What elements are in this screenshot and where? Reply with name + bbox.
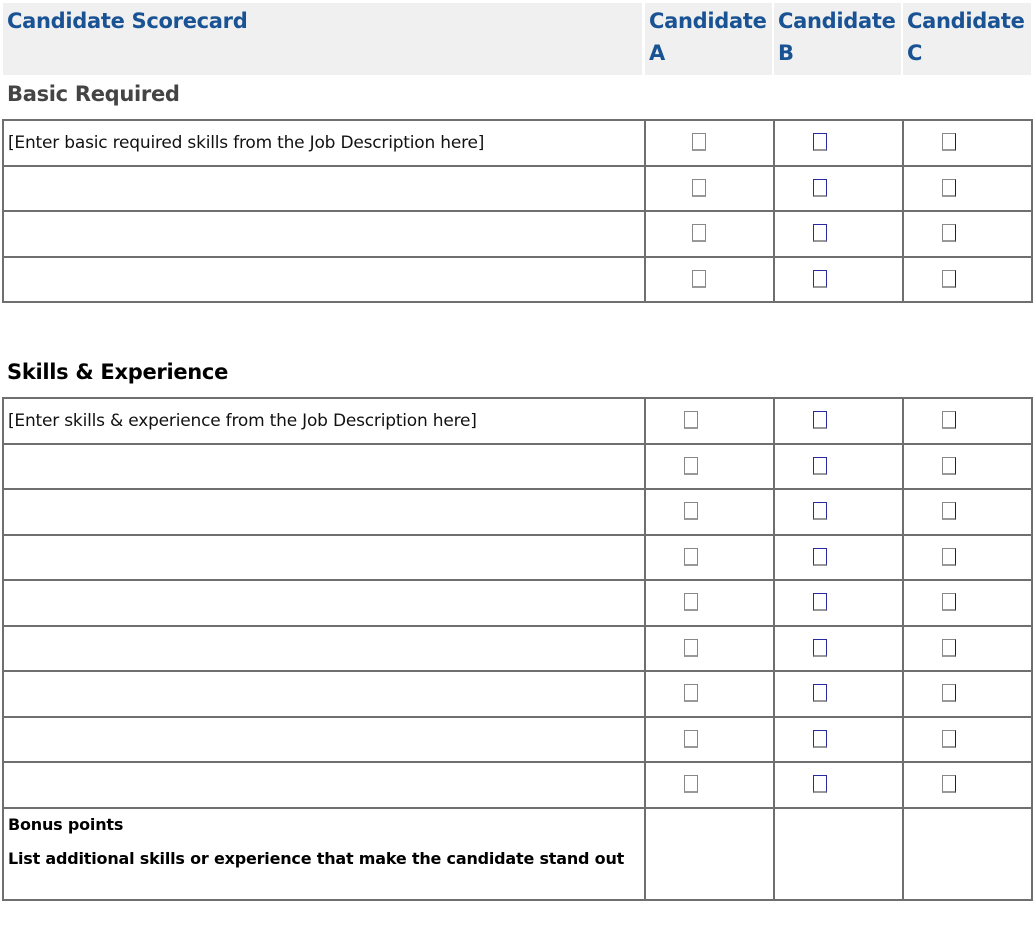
table-row — [3, 398, 1032, 444]
table-row — [3, 489, 1032, 535]
checkbox-candidate-c[interactable] — [942, 775, 956, 793]
candidate-cell — [903, 211, 1032, 257]
candidate-cell — [774, 671, 903, 717]
checkbox-candidate-a[interactable] — [692, 270, 706, 288]
checkbox-candidate-b[interactable] — [813, 133, 827, 151]
checkbox-candidate-c[interactable] — [942, 730, 956, 748]
bonus-description: List additional skills or experience that make the candidate stand out — [8, 848, 625, 868]
candidate-cell — [645, 489, 774, 535]
candidate-cell — [774, 489, 903, 535]
checkbox-candidate-b[interactable] — [813, 730, 827, 748]
checkbox-candidate-a[interactable] — [692, 133, 706, 151]
checkbox-candidate-a[interactable] — [684, 502, 698, 520]
candidate-cell — [903, 626, 1032, 672]
skill-cell[interactable] — [3, 626, 645, 672]
candidate-cell — [903, 717, 1032, 763]
checkbox-candidate-c[interactable] — [942, 548, 956, 566]
checkbox-candidate-a[interactable] — [684, 639, 698, 657]
bonus-cell-c[interactable] — [903, 808, 1032, 900]
checkbox-candidate-b[interactable] — [813, 411, 827, 429]
candidate-cell — [645, 626, 774, 672]
candidate-cell — [774, 211, 903, 257]
candidate-cell — [903, 166, 1032, 212]
candidate-cell — [903, 535, 1032, 581]
checkbox-candidate-c[interactable] — [942, 502, 956, 520]
scorecard-title: Candidate Scorecard — [3, 3, 642, 75]
candidate-cell — [645, 120, 774, 166]
table-row — [3, 717, 1032, 763]
table-row — [3, 120, 1032, 166]
skill-cell[interactable] — [3, 762, 645, 808]
skill-cell[interactable]: [Enter skills & experience from the Job Description here] — [3, 398, 645, 444]
checkbox-candidate-c[interactable] — [942, 457, 956, 475]
candidate-cell — [774, 120, 903, 166]
checkbox-candidate-b[interactable] — [813, 548, 827, 566]
checkbox-candidate-b[interactable] — [813, 179, 827, 197]
skills-experience-heading: Skills & Experience — [7, 360, 229, 384]
skill-cell[interactable] — [3, 717, 645, 763]
bonus-cell-a[interactable] — [645, 808, 774, 900]
skill-cell[interactable] — [3, 580, 645, 626]
candidate-cell — [774, 762, 903, 808]
candidate-cell — [903, 120, 1032, 166]
candidate-cell — [903, 444, 1032, 490]
checkbox-candidate-c[interactable] — [942, 179, 956, 197]
candidate-cell — [645, 257, 774, 303]
checkbox-candidate-a[interactable] — [684, 411, 698, 429]
candidate-cell — [774, 626, 903, 672]
checkbox-candidate-a[interactable] — [684, 775, 698, 793]
candidate-cell — [645, 535, 774, 581]
checkbox-candidate-c[interactable] — [942, 270, 956, 288]
candidate-cell — [903, 257, 1032, 303]
candidate-cell — [903, 489, 1032, 535]
basic-required-heading: Basic Required — [7, 82, 180, 106]
checkbox-candidate-c[interactable] — [942, 593, 956, 611]
checkbox-candidate-a[interactable] — [684, 684, 698, 702]
checkbox-candidate-a[interactable] — [684, 457, 698, 475]
basic-required-table — [2, 119, 1033, 303]
skill-cell[interactable] — [3, 535, 645, 581]
candidate-cell — [645, 580, 774, 626]
checkbox-candidate-a[interactable] — [684, 593, 698, 611]
skill-cell[interactable] — [3, 671, 645, 717]
skill-cell[interactable] — [3, 166, 645, 212]
candidate-cell — [645, 671, 774, 717]
checkbox-candidate-c[interactable] — [942, 133, 956, 151]
table-row — [3, 211, 1032, 257]
checkbox-candidate-a[interactable] — [692, 179, 706, 197]
checkbox-candidate-c[interactable] — [942, 224, 956, 242]
checkbox-candidate-c[interactable] — [942, 411, 956, 429]
checkbox-candidate-b[interactable] — [813, 270, 827, 288]
skill-cell[interactable] — [3, 489, 645, 535]
checkbox-candidate-a[interactable] — [684, 548, 698, 566]
candidate-cell — [645, 211, 774, 257]
checkbox-candidate-b[interactable] — [813, 224, 827, 242]
skill-cell[interactable] — [3, 444, 645, 490]
candidate-cell — [645, 166, 774, 212]
candidate-cell — [645, 444, 774, 490]
candidate-cell — [774, 444, 903, 490]
checkbox-candidate-c[interactable] — [942, 684, 956, 702]
checkbox-candidate-b[interactable] — [813, 684, 827, 702]
table-row — [3, 762, 1032, 808]
candidate-cell — [774, 166, 903, 212]
candidate-cell — [774, 398, 903, 444]
candidate-a-header: Candidate A — [645, 3, 772, 75]
table-row — [3, 257, 1032, 303]
table-row — [3, 444, 1032, 490]
skills-experience-table — [2, 397, 1033, 901]
candidate-cell — [774, 535, 903, 581]
candidate-cell — [903, 671, 1032, 717]
checkbox-candidate-b[interactable] — [813, 593, 827, 611]
checkbox-candidate-b[interactable] — [813, 457, 827, 475]
table-row — [3, 166, 1032, 212]
candidate-b-header: Candidate B — [774, 3, 901, 75]
table-row — [3, 626, 1032, 672]
candidate-cell — [774, 580, 903, 626]
bonus-cell-b[interactable] — [774, 808, 903, 900]
candidate-cell — [774, 717, 903, 763]
checkbox-candidate-b[interactable] — [813, 502, 827, 520]
candidate-cell — [903, 398, 1032, 444]
skill-cell[interactable] — [3, 257, 645, 303]
table-row — [3, 580, 1032, 626]
checkbox-candidate-b[interactable] — [813, 775, 827, 793]
checkbox-candidate-c[interactable] — [942, 639, 956, 657]
candidate-cell — [903, 580, 1032, 626]
checkbox-candidate-a[interactable] — [692, 224, 706, 242]
candidate-c-header: Candidate C — [903, 3, 1031, 75]
table-row — [3, 671, 1032, 717]
candidate-cell — [645, 762, 774, 808]
bonus-title: Bonus points — [8, 814, 124, 834]
skill-cell[interactable] — [3, 211, 645, 257]
skill-cell[interactable]: [Enter basic required skills from the Job Description here] — [3, 120, 645, 166]
bonus-row — [3, 808, 1032, 900]
checkbox-candidate-a[interactable] — [684, 730, 698, 748]
candidate-cell — [645, 717, 774, 763]
table-row — [3, 535, 1032, 581]
candidate-cell — [645, 398, 774, 444]
checkbox-candidate-b[interactable] — [813, 639, 827, 657]
candidate-cell — [774, 257, 903, 303]
candidate-cell — [903, 762, 1032, 808]
